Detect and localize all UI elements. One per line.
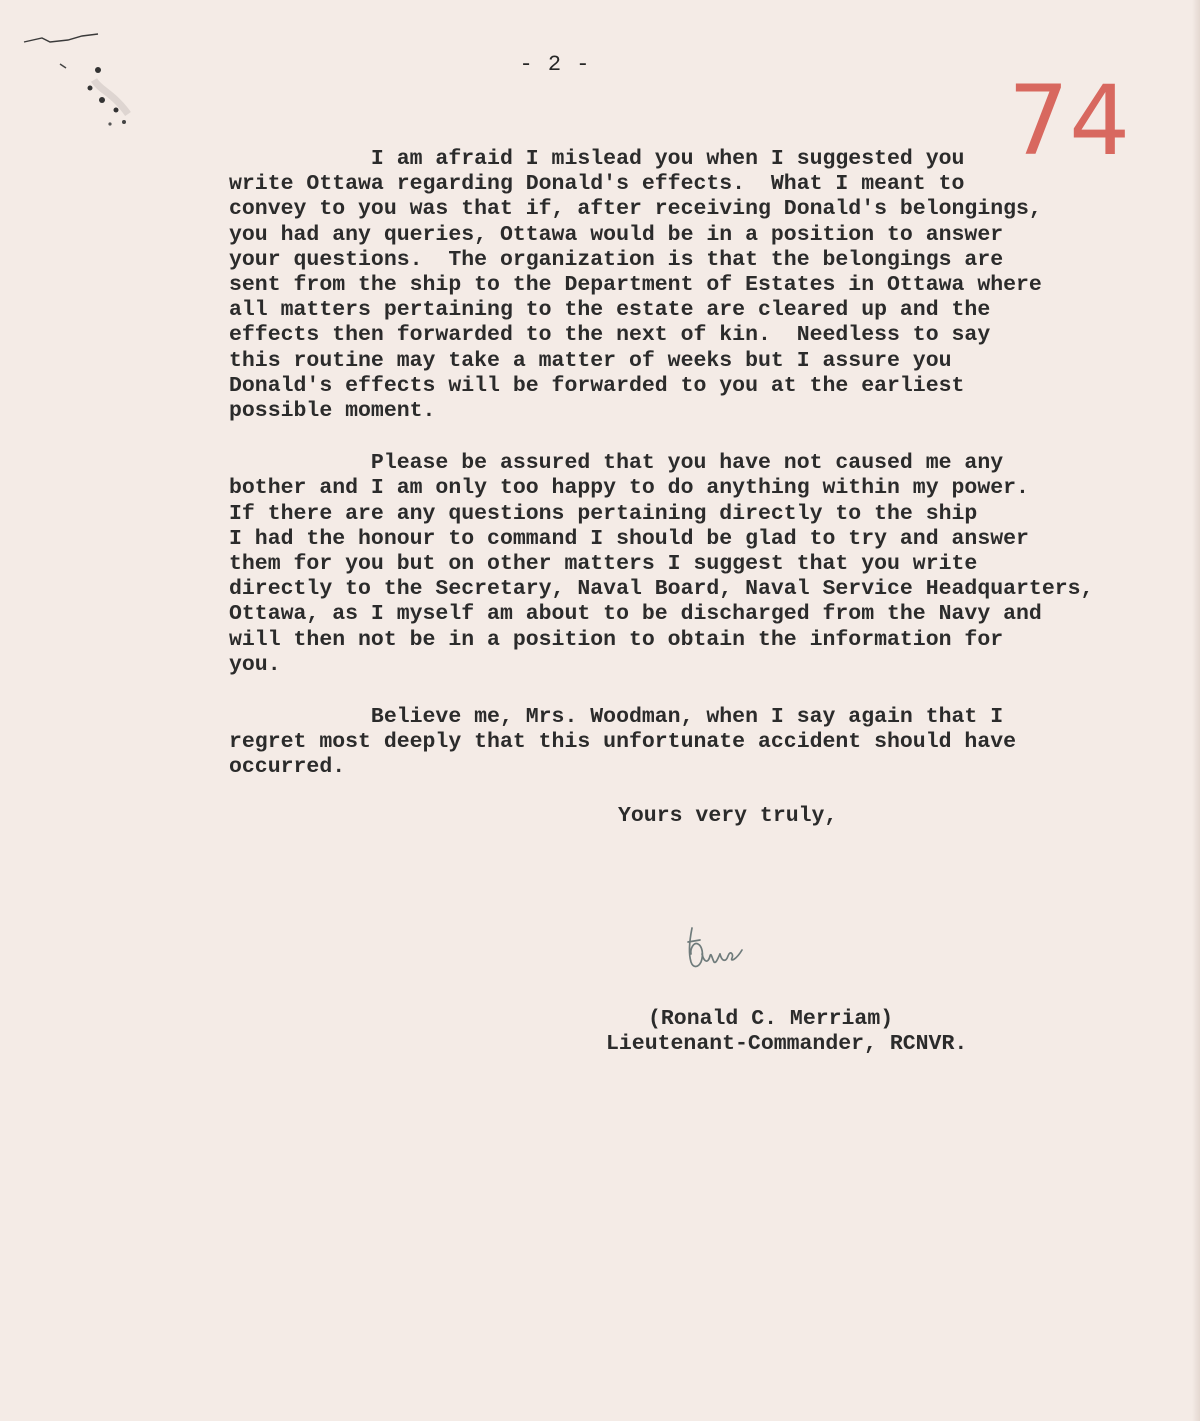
paragraph-condolence (229, 705, 1089, 781)
text-line: all matters pertaining to the estate are cleared up and the (229, 298, 991, 323)
text-line: this routine may take a matter of weeks but I assure you (229, 348, 952, 373)
signer-name: (Ronald C. Merriam) (648, 1007, 894, 1031)
signer-block (606, 1007, 967, 1057)
text-line: convey to you was that if, after receiving Donald's belongings, (229, 197, 1042, 222)
page-edge-shadow (1192, 0, 1200, 1421)
page-number: - 2 - (519, 52, 591, 77)
text-line: you had any queries, Ottawa would be in a position to answer (229, 222, 1004, 247)
text-line: directly to the Secretary, Naval Board, Naval Service Headquarters, (229, 577, 1094, 602)
text-line: your questions. The organization is that the belongings are (229, 247, 1004, 272)
letter-body (229, 147, 1094, 808)
text-line: If there are any questions pertaining directly to the ship (229, 501, 978, 526)
text-line: possible moment. (229, 399, 436, 424)
text-line: bother and I am only too happy to do anything within my power. (229, 476, 1029, 501)
closing-salutation: Yours very truly, (618, 804, 838, 828)
paragraph-effects (229, 147, 1089, 424)
archive-number-text: 74 (1008, 72, 1131, 177)
signer-rank: Lieutenant-Commander, RCNVR. (606, 1032, 968, 1057)
text-line: you. (229, 652, 281, 677)
text-line: Donald's effects will be forwarded to you at the earliest (229, 373, 965, 398)
text-line: write Ottawa regarding Donald's effects. What I meant to (229, 172, 965, 197)
text-line: effects then forwarded to the next of kin. Needless to say (229, 323, 991, 348)
text-line: Ottawa, as I myself am about to be discharged from the Navy and (229, 602, 1042, 627)
text-line: occurred. (229, 755, 346, 780)
text-line: regret most deeply that this unfortunate accident should have (229, 730, 1017, 755)
text-line: Believe me, Mrs. Woodman, when I say again that I (229, 705, 1004, 730)
text-line: them for you but on other matters I suggest that you write (229, 552, 978, 577)
paper-damage-marks (20, 24, 190, 144)
handwritten-signature (682, 918, 752, 974)
text-line: sent from the ship to the Department of Estates in Ottawa where (229, 273, 1042, 298)
text-line: Please be assured that you have not caused me any (229, 451, 1004, 476)
text-line: I am afraid I mislead you when I suggested you (229, 147, 965, 171)
paragraph-assurance (229, 451, 1094, 678)
text-line: I had the honour to command I should be glad to try and answer (229, 526, 1029, 551)
text-line: will then not be in a position to obtain the information for (229, 627, 1004, 652)
